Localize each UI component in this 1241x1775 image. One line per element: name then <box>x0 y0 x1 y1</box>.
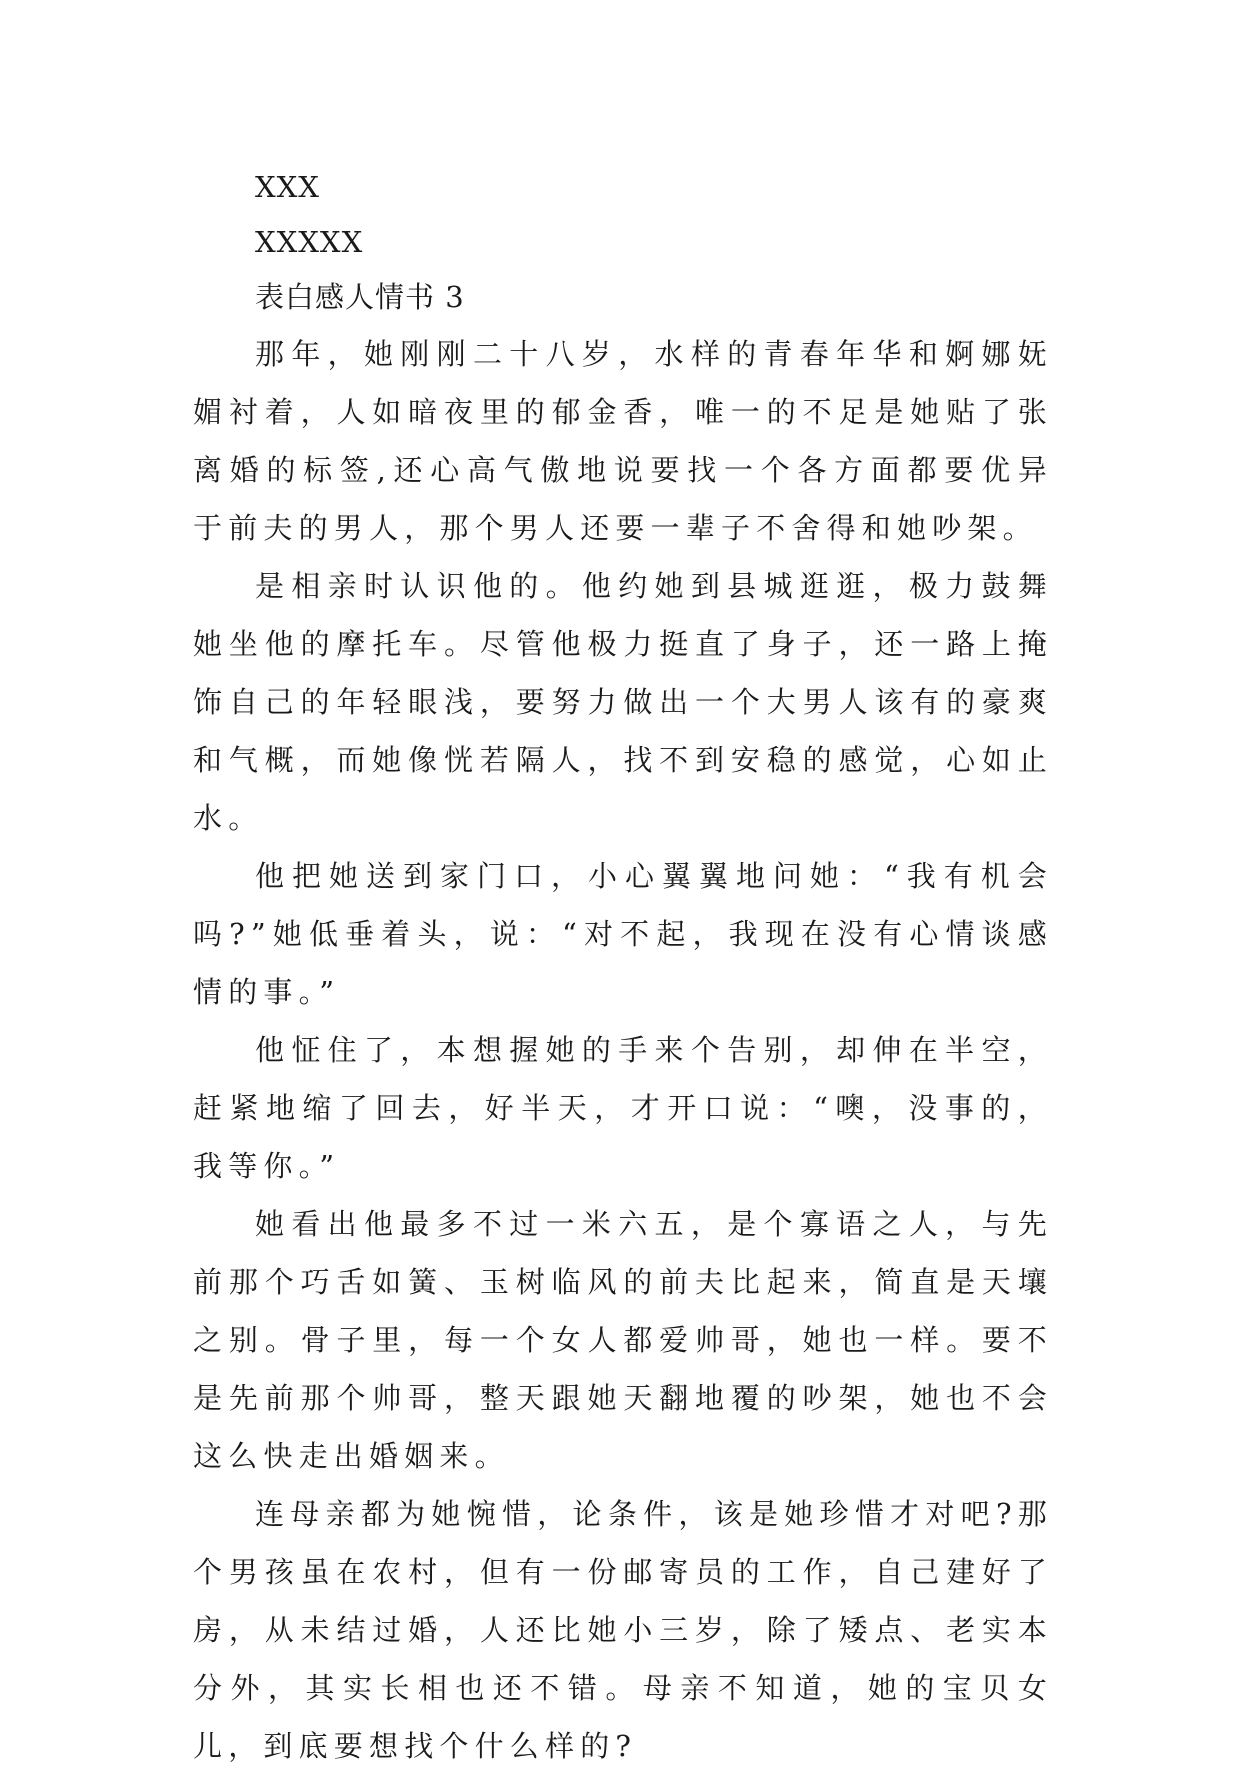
paragraph-6: 连母亲都为她惋惜，论条件，该是她珍惜才对吧?那个男孩虽在农村，但有一份邮寄员的工作，自己建好了房，从未结过婚，人还比她小三岁，除了矮点、老实本分外，其实长相也还不错。母亲不知道，她的宝贝女儿，到底要想找个什么样的? <box>193 1497 1053 1763</box>
document-body <box>193 160 1053 1775</box>
paragraph-5: 她看出他最多不过一米六五，是个寡语之人，与先前那个巧舌如簧、玉树临风的前夫比起来，简直是天壤之别。骨子里，每一个女人都爱帅哥，她也一样。要不是先前那个帅哥，整天跟她天翻地覆的吵架，她也不会这么快走出婚姻来。 <box>193 1207 1053 1473</box>
paragraph-3: 他把她送到家门口，小心翼翼地问她：“我有机会吗?”她低垂着头，说：“对不起，我现在没有心情谈感情的事。” <box>193 859 1053 1009</box>
paragraph-4: 他怔住了，本想握她的手来个告别，却伸在半空，赶紧地缩了回去，好半天，才开口说：“噢，没事的，我等你。” <box>193 1033 1053 1183</box>
header-line-2: XXXXX <box>255 225 364 259</box>
paragraph-1: 那年，她刚刚二十八岁，水样的青春年华和婀娜妩媚衬着，人如暗夜里的郁金香，唯一的不足是她贴了张离婚的标签,还心高气傲地说要找一个各方面都要优异于前夫的男人，那个男人还要一辈子不舍得和她吵架。 <box>193 337 1053 545</box>
document-title: 表白感人情书 3 <box>255 280 465 314</box>
header-line-1: XXX <box>255 170 320 204</box>
paragraph-2: 是相亲时认识他的。他约她到县城逛逛，极力鼓舞她坐他的摩托车。尽管他极力挺直了身子，还一路上掩饰自己的年轻眼浅，要努力做出一个大男人该有的豪爽和气概，而她像恍若隔人，找不到安稳的感觉，心如止水。 <box>193 569 1053 835</box>
